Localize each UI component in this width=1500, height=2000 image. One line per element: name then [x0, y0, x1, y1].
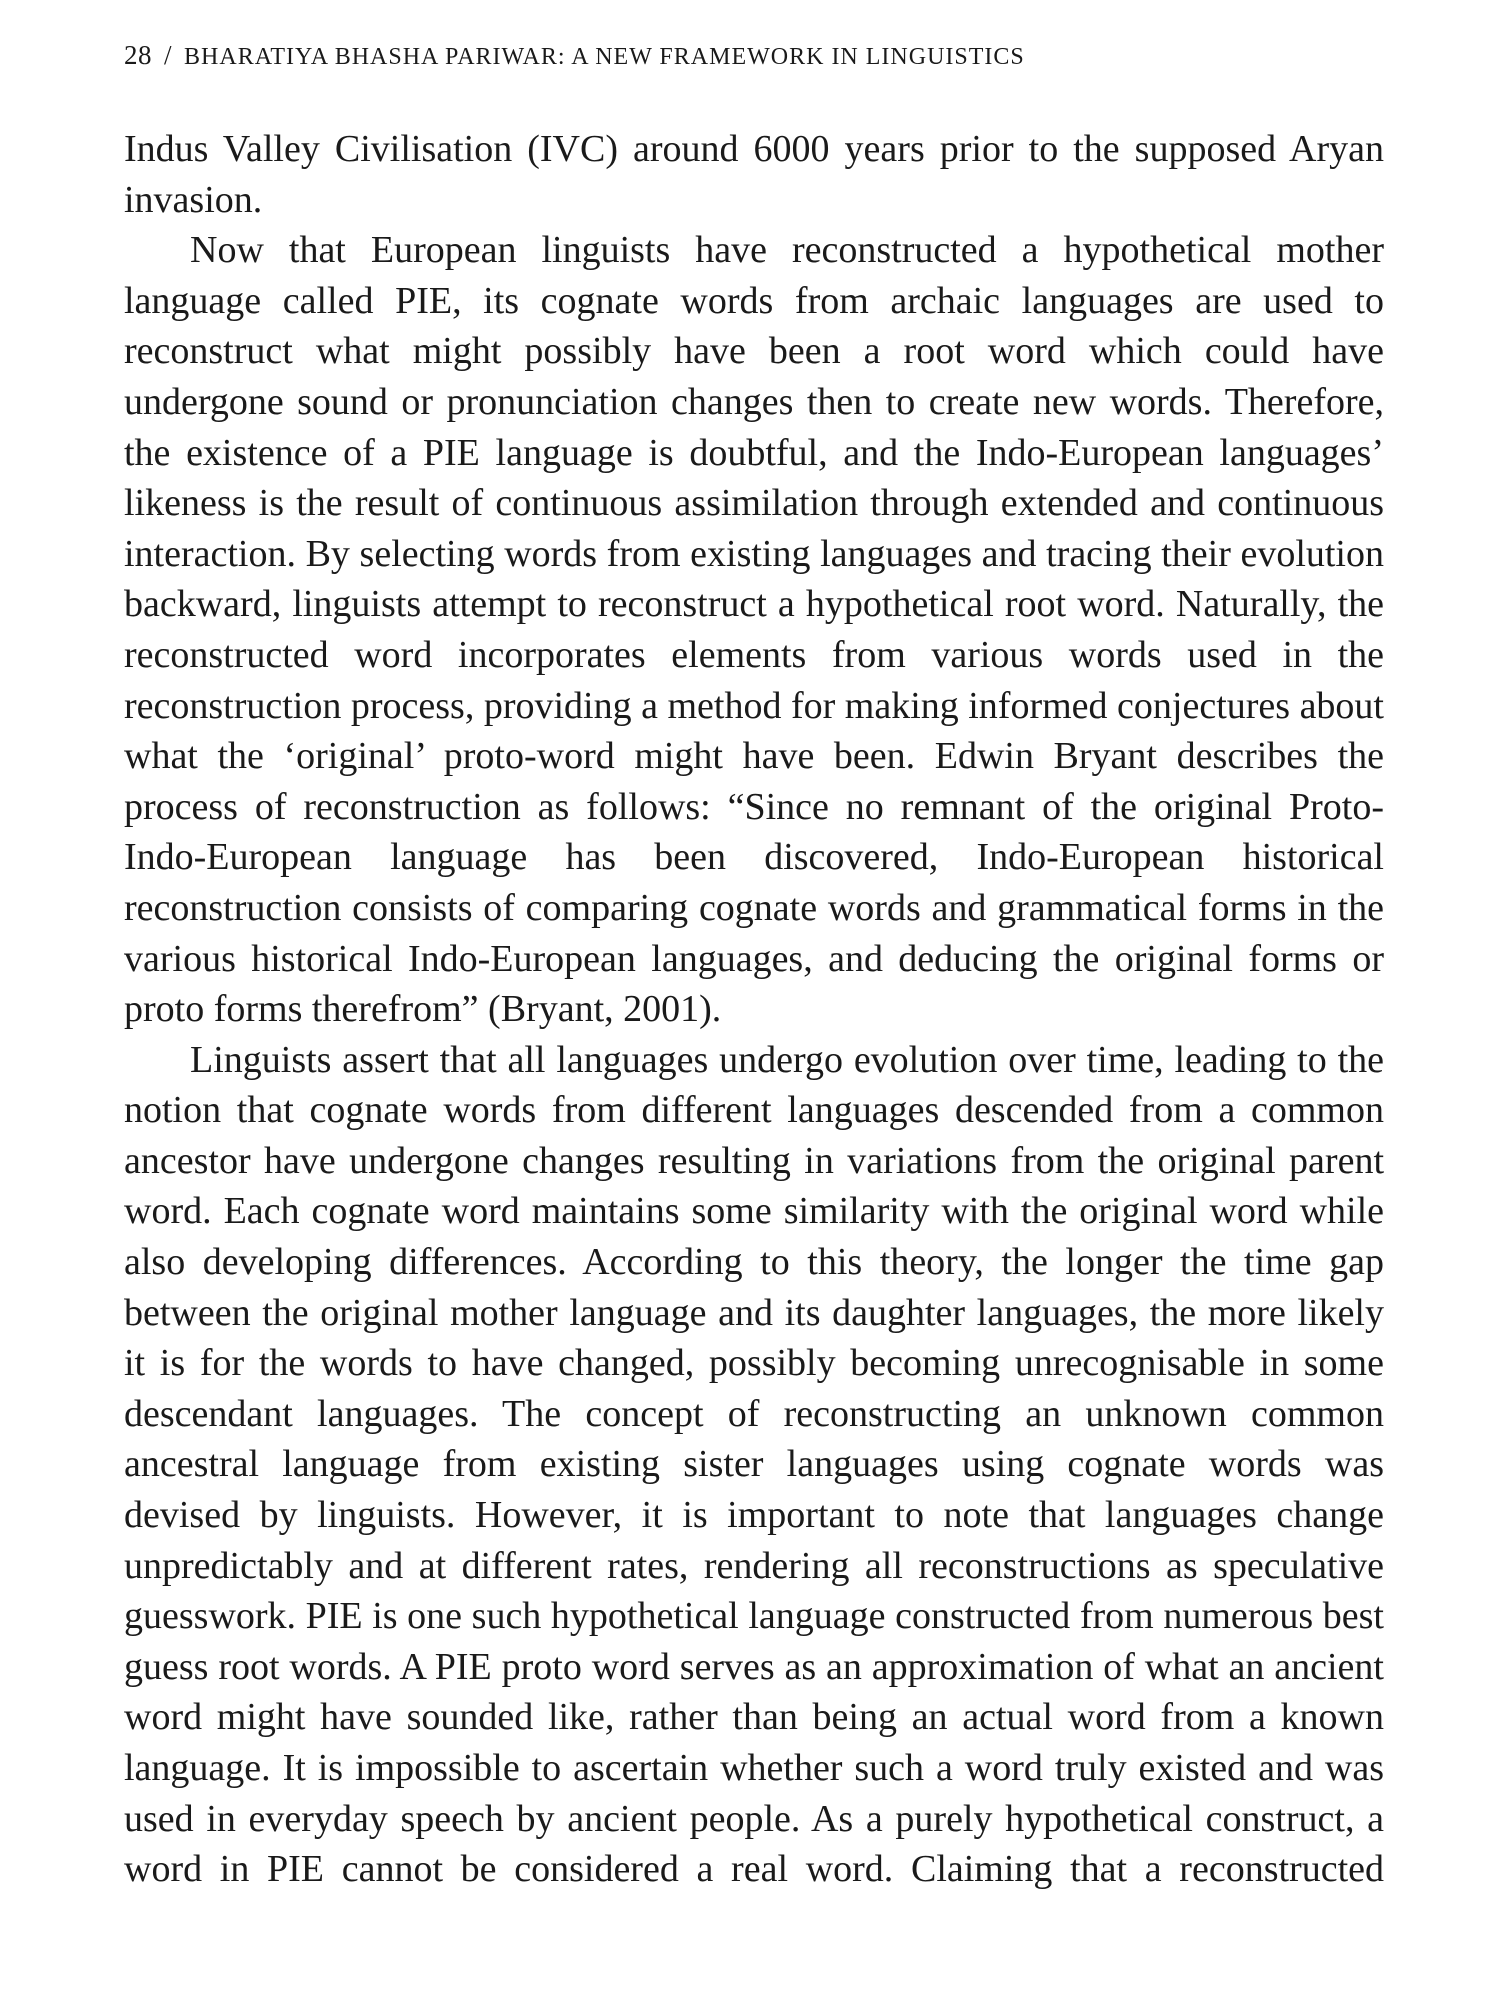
- body-text: [124, 124, 1384, 1895]
- paragraph-reconstruction: Now that European linguists have reconstructed a hypothetical mother language called PIE, its cognate words from archaic languages are used to reconstruct what might possibly have been a root word which could have undergone sound or pronunciation changes then to create new words. Therefore, the existence of a PIE language is doubtful, and the Indo-European languages’ likeness is the result of continuous assimilation through extended and continuous interaction. By selecting words from existing languages and tracing their evolution backward, linguists attempt to reconstruct a hypothetical root word. Naturally, the reconstructed word incorporates elements from various words used in the reconstruction process, providing a method for making informed conjectures about what the ‘original’ proto-word might have been. Edwin Bryant describes the process of reconstruction as follows: “Since no remnant of the original Proto-Indo-European language has been discovered, Indo-European historical reconstruction consists of comparing cognate words and grammatical forms in the various historical Indo-European languages, and deducing the original forms or proto forms therefrom” (Bryant, 2001).: [124, 229, 1384, 1031]
- running-title: BHARATIYA BHASHA PARIWAR: A NEW FRAMEWORK IN LINGUISTICS: [184, 44, 1025, 70]
- page-number: 28: [124, 40, 152, 70]
- paragraph-continued: Indus Valley Civilisation (IVC) around 6000 years prior to the supposed Aryan invasion.: [124, 128, 1384, 221]
- running-header: [124, 40, 1384, 71]
- paragraph-evolution: Linguists assert that all languages undergo evolution over time, leading to the notion that cognate words from different languages descended from a common ancestor have undergone changes resulting in variations from the original parent word. Each cognate word maintains some similarity with the original word while also developing differences. According to this theory, the longer the time gap between the original mother language and its daughter languages, the more likely it is for the words to have changed, possibly becoming unrecognisable in some descendant languages. The concept of reconstructing an unknown common ancestral language from existing sister languages using cognate words was devised by linguists. However, it is important to note that languages change unpredictably and at different rates, rendering all reconstructions as speculative guesswork. PIE is one such hypothetical language constructed from numerous best guess root words. A PIE proto word serves as an approximation of what an ancient word might have sounded like, rather than being an actual word from a known language. It is impossible to ascertain whether such a word truly existed and was used in everyday speech by ancient people. As a purely hypothetical construct, a word in PIE cannot be considered a real word. Claiming that a reconstructed: [124, 1038, 1384, 1891]
- header-separator: /: [164, 40, 173, 70]
